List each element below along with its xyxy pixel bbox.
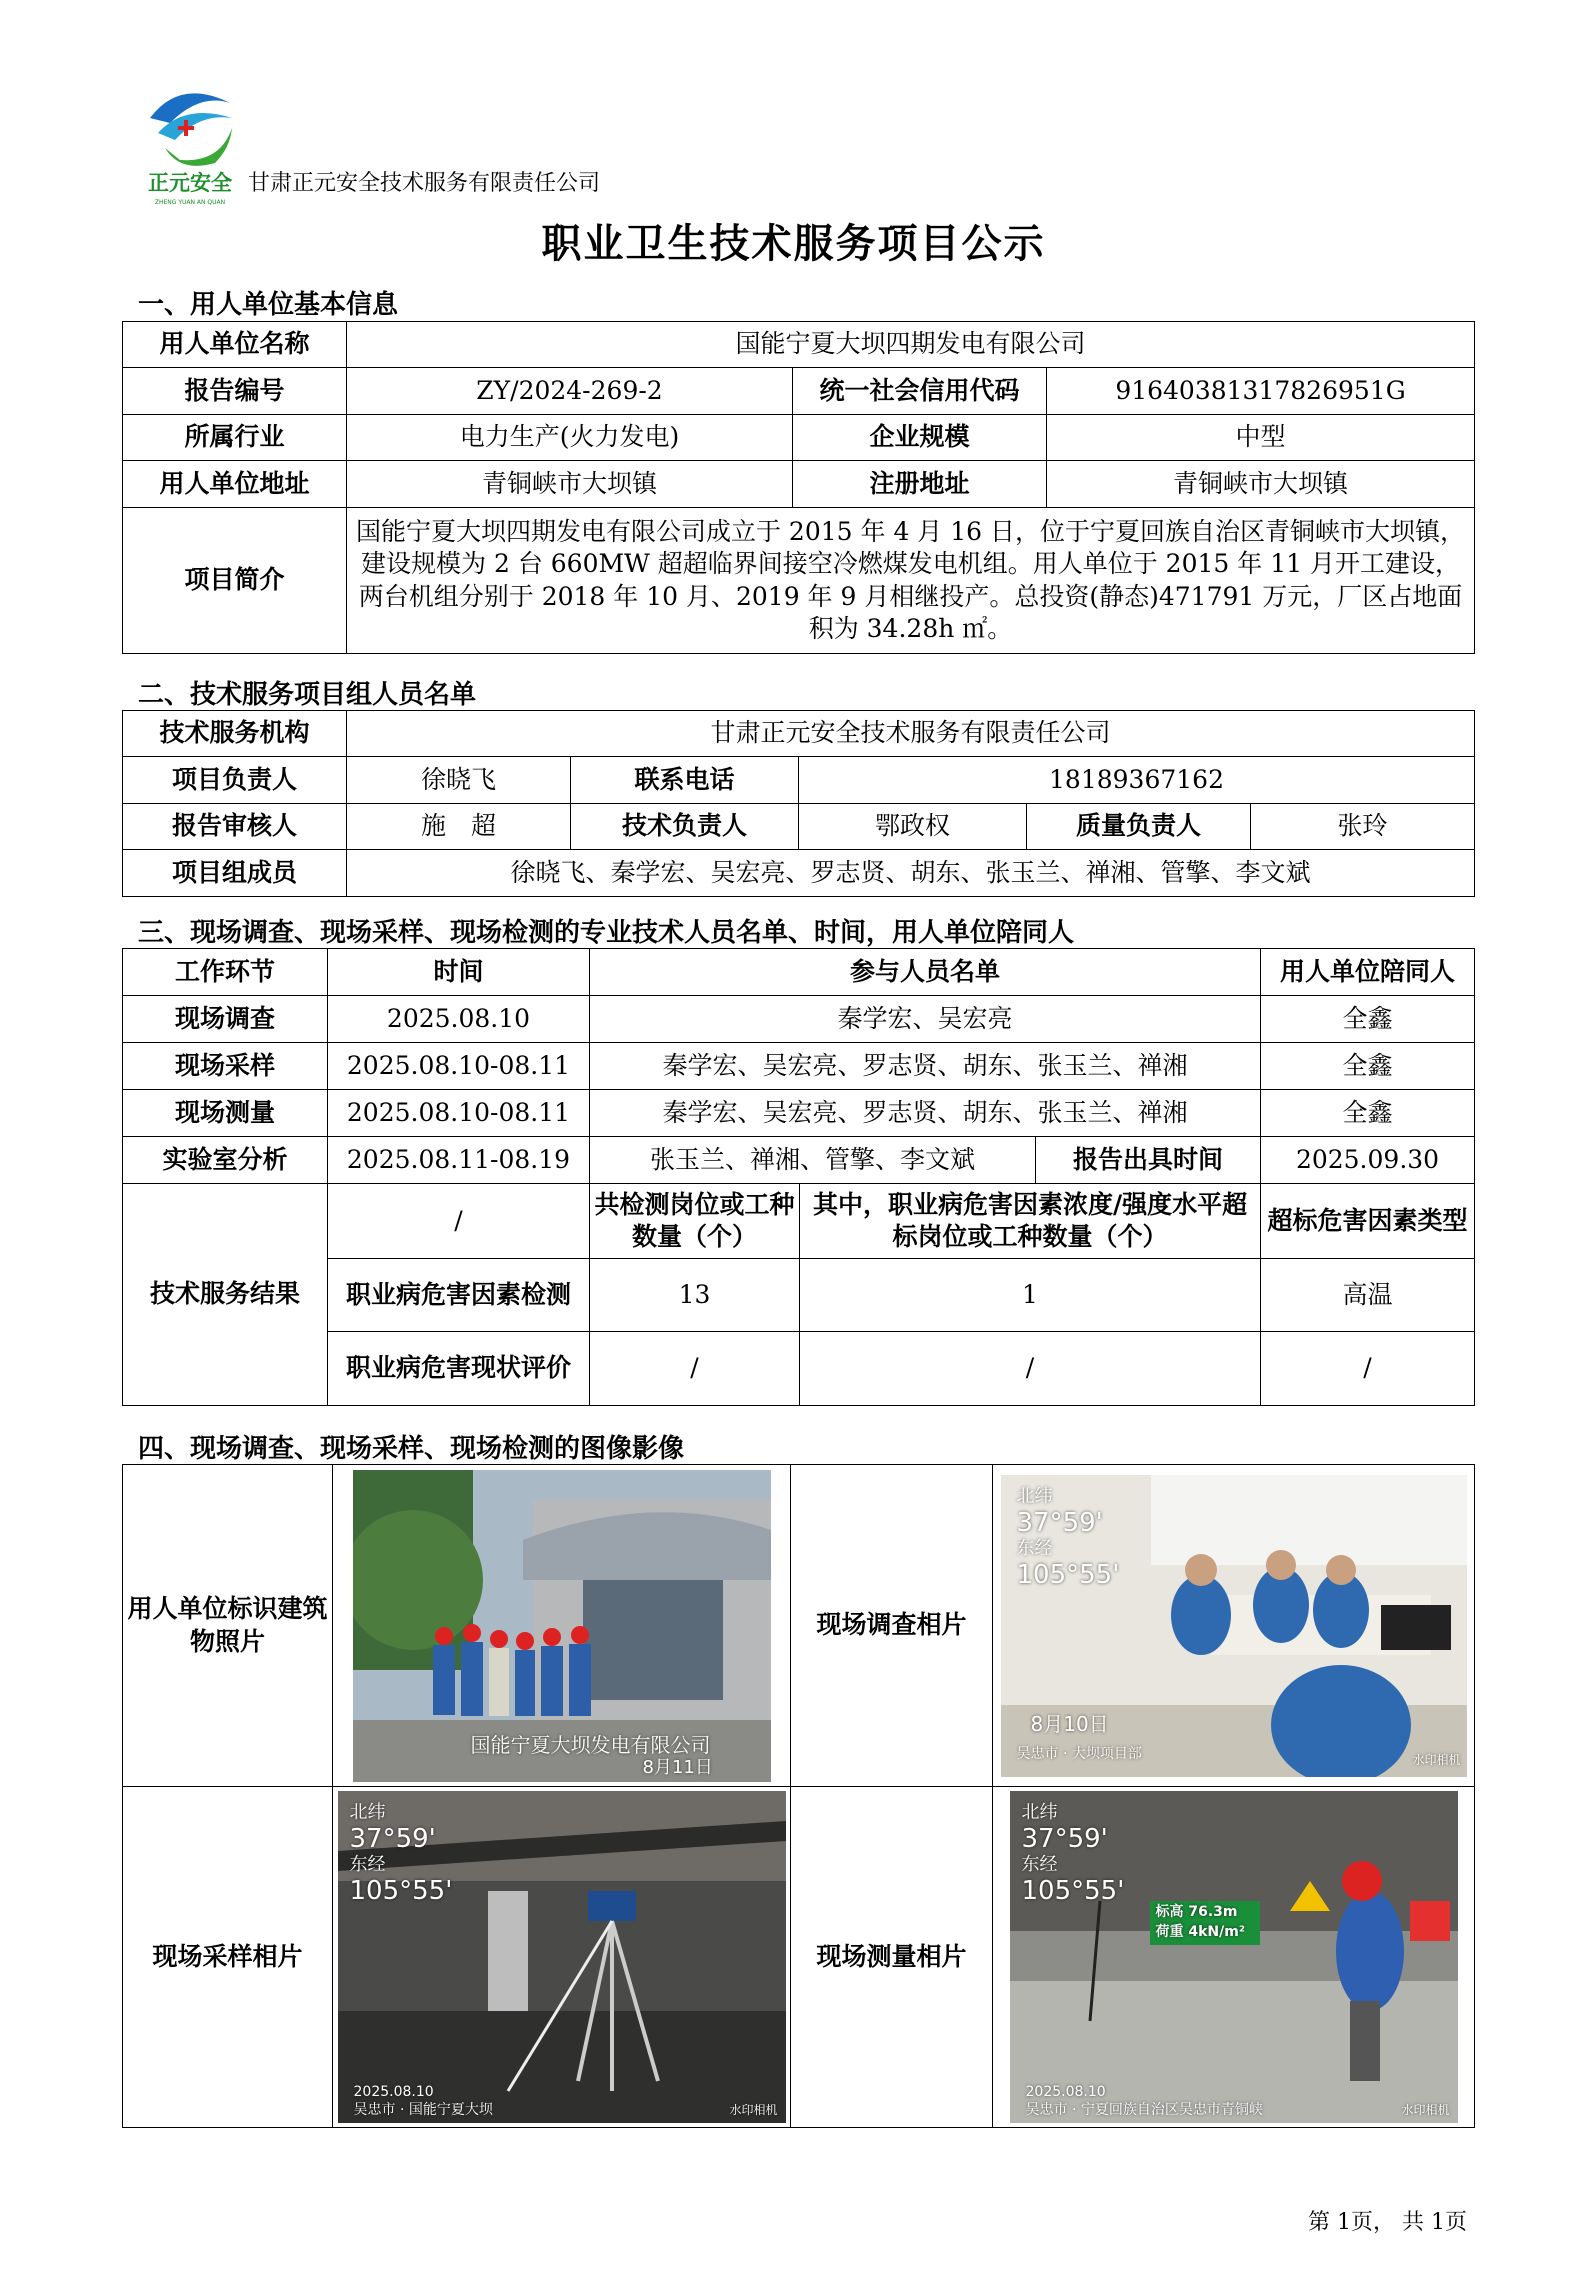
results-row2-label: 职业病危害现状评价 xyxy=(328,1332,590,1406)
photo2-date: 8月10日 xyxy=(1030,1711,1109,1736)
scale-label: 企业规模 xyxy=(793,415,1047,461)
photo3-lon: 105°55' xyxy=(349,1876,453,1906)
survey-photo xyxy=(1001,1475,1467,1777)
photo4-lat-label: 北纬 xyxy=(1021,1802,1058,1823)
reviewer-label: 报告审核人 xyxy=(123,804,347,850)
watermark-app: 水印相机 xyxy=(729,2103,778,2117)
stage-cell: 实验室分析 xyxy=(123,1137,328,1184)
page-number: 第 1页， 共 1页 xyxy=(1308,2210,1467,2235)
photo3-lon-label: 东经 xyxy=(349,1854,386,1875)
photo4-label: 现场测量相片 xyxy=(791,1787,993,2128)
photo2-lon: 105°55' xyxy=(1016,1559,1120,1590)
field-table xyxy=(122,948,1475,1406)
photo4-location: 吴忠市 · 宁夏回族自治区吴忠市青铜峡 xyxy=(1025,2102,1263,2118)
page-title: 职业卫生技术服务项目公示 xyxy=(541,220,1046,267)
phone-value: 18189367162 xyxy=(799,757,1475,804)
results-col-exceed: 其中，职业病危害因素浓度/强度水平超标岗位或工种数量（个） xyxy=(800,1184,1261,1259)
photo3-date: 2025.08.10 xyxy=(353,2084,434,2100)
col-header-companion: 用人单位陪同人 xyxy=(1261,949,1475,996)
people-cell: 秦学宏、吴宏亮 xyxy=(590,996,1261,1043)
photo3-lat: 37°59' xyxy=(349,1824,436,1854)
credit-code-value: 91640381317826951G xyxy=(1047,368,1475,415)
results-slash: / xyxy=(328,1184,590,1259)
companion-cell: 全鑫 xyxy=(1261,996,1475,1043)
credit-code-label: 统一社会信用代码 xyxy=(793,368,1047,415)
photo4-sign-elevation: 标高 76.3m xyxy=(1155,1904,1238,1920)
team-table xyxy=(122,710,1475,897)
reg-address-label: 注册地址 xyxy=(793,461,1047,508)
reg-address-value: 青铜峡市大坝镇 xyxy=(1047,461,1475,508)
industry-label: 所属行业 xyxy=(123,415,347,461)
results-row2-type: / xyxy=(1261,1332,1475,1406)
company-logo-icon xyxy=(140,78,240,208)
address-label: 用人单位地址 xyxy=(123,461,347,508)
time-cell: 2025.08.11-08.19 xyxy=(328,1137,590,1184)
results-row1-label: 职业病危害因素检测 xyxy=(328,1259,590,1332)
results-row1-total: 13 xyxy=(590,1259,800,1332)
company-name: 甘肃正元安全技术服务有限责任公司 xyxy=(248,171,601,196)
scale-value: 中型 xyxy=(1047,415,1475,461)
quality-value: 张玲 xyxy=(1251,804,1475,850)
intro-value: 国能宁夏大坝四期发电有限公司成立于 2015 年 4 月 16 日，位于宁夏回族自治区青铜峡市大坝镇，建设规模为 2 台 660MW 超超临界间接空冷燃煤发电机组。用人单位于 2015 年 11 月开工建设，两台机组分别于 2018 年 10 月、2019 年 9 月相继投产。总投资(静态)471791 万元，厂区占地面积为 34.28h ㎡。 xyxy=(347,508,1475,654)
companion-cell: 全鑫 xyxy=(1261,1090,1475,1137)
quality-label: 质量负责人 xyxy=(1027,804,1251,850)
stage-cell: 现场采样 xyxy=(123,1043,328,1090)
photo4-lat: 37°59' xyxy=(1021,1824,1108,1854)
results-row1-type: 高温 xyxy=(1261,1259,1475,1332)
results-row1-exceed: 1 xyxy=(800,1259,1261,1332)
reviewer-value: 施 超 xyxy=(347,804,571,850)
svg-text:ZHENG YUAN AN QUAN: ZHENG YUAN AN QUAN xyxy=(154,199,226,206)
table-row xyxy=(123,1090,1475,1137)
stage-cell: 现场调查 xyxy=(123,996,328,1043)
building-sign-text: 国能宁夏大坝发电有限公司 xyxy=(470,1732,711,1757)
photo2-location: 吴忠市 · 大坝项目部 xyxy=(1016,1745,1142,1762)
measurement-photo xyxy=(1010,1791,1458,2123)
photo2-lat-label: 北纬 xyxy=(1016,1485,1053,1507)
report-time-label: 报告出具时间 xyxy=(1036,1137,1261,1184)
section-title-photos: 四、现场调查、现场采样、现场检测的图像影像 xyxy=(138,1434,685,1464)
time-cell: 2025.08.10-08.11 xyxy=(328,1043,590,1090)
table-row xyxy=(123,996,1475,1043)
watermark-app: 水印相机 xyxy=(1401,2103,1450,2117)
time-cell: 2025.08.10-08.11 xyxy=(328,1090,590,1137)
sampling-photo xyxy=(338,1791,786,2123)
results-row2-exceed: / xyxy=(800,1332,1261,1406)
address-value: 青铜峡市大坝镇 xyxy=(347,461,793,508)
stage-cell: 现场测量 xyxy=(123,1090,328,1137)
results-row2-total: / xyxy=(590,1332,800,1406)
tech-label: 技术负责人 xyxy=(571,804,799,850)
section-title-basic-info: 一、用人单位基本信息 xyxy=(138,290,399,320)
tech-value: 鄂政权 xyxy=(799,804,1027,850)
letterhead xyxy=(140,78,740,208)
unit-name-value: 国能宁夏大坝四期发电有限公司 xyxy=(347,322,1475,368)
photo3-location: 吴忠市 · 国能宁夏大坝 xyxy=(353,2102,493,2118)
results-col-total: 共检测岗位或工种数量（个） xyxy=(590,1184,800,1259)
people-cell: 秦学宏、吴宏亮、罗志贤、胡东、张玉兰、禅湘 xyxy=(590,1090,1261,1137)
phone-label: 联系电话 xyxy=(571,757,799,804)
people-cell: 张玉兰、禅湘、管擎、李文斌 xyxy=(590,1137,1036,1184)
photo2-label: 现场调查相片 xyxy=(791,1465,993,1787)
svg-text:正元安全: 正元安全 xyxy=(148,171,232,195)
companion-cell: 全鑫 xyxy=(1261,1043,1475,1090)
basic-info-table xyxy=(122,321,1475,654)
leader-value: 徐晓飞 xyxy=(347,757,571,804)
org-label: 技术服务机构 xyxy=(123,711,347,757)
photo3-label: 现场采样相片 xyxy=(123,1787,333,2128)
table-row xyxy=(123,1137,1475,1184)
photo4-date: 2025.08.10 xyxy=(1025,2084,1106,2100)
org-value: 甘肃正元安全技术服务有限责任公司 xyxy=(347,711,1475,757)
members-value: 徐晓飞、秦学宏、吴宏亮、罗志贤、胡东、张玉兰、禅湘、管擎、李文斌 xyxy=(347,850,1475,897)
photo4-lon: 105°55' xyxy=(1021,1876,1125,1906)
results-col-type: 超标危害因素类型 xyxy=(1261,1184,1475,1259)
photo4-lon-label: 东经 xyxy=(1021,1854,1058,1875)
photo2-lon-label: 东经 xyxy=(1016,1537,1053,1559)
section-title-field: 三、现场调查、现场采样、现场检测的专业技术人员名单、时间，用人单位陪同人 xyxy=(138,918,1075,948)
industry-value: 电力生产(火力发电) xyxy=(347,415,793,461)
section-title-team: 二、技术服务项目组人员名单 xyxy=(138,680,477,710)
photo4-sign-load: 荷重 4kN/m² xyxy=(1155,1924,1245,1940)
col-header-stage: 工作环节 xyxy=(123,949,328,996)
photo1-date: 8月11日 xyxy=(642,1756,713,1778)
time-cell: 2025.08.10 xyxy=(328,996,590,1043)
building-photo xyxy=(353,1470,771,1782)
report-no-label: 报告编号 xyxy=(123,368,347,415)
results-label: 技术服务结果 xyxy=(123,1184,328,1406)
leader-label: 项目负责人 xyxy=(123,757,347,804)
members-label: 项目组成员 xyxy=(123,850,347,897)
watermark-app: 水印相机 xyxy=(1412,1752,1461,1767)
photo3-lat-label: 北纬 xyxy=(349,1802,386,1823)
photos-table xyxy=(122,1464,1475,2128)
intro-label: 项目简介 xyxy=(123,508,347,654)
col-header-people: 参与人员名单 xyxy=(590,949,1261,996)
report-time-value: 2025.09.30 xyxy=(1261,1137,1475,1184)
unit-name-label: 用人单位名称 xyxy=(123,322,347,368)
table-row xyxy=(123,1043,1475,1090)
people-cell: 秦学宏、吴宏亮、罗志贤、胡东、张玉兰、禅湘 xyxy=(590,1043,1261,1090)
report-no-value: ZY/2024-269-2 xyxy=(347,368,793,415)
photo2-lat: 37°59' xyxy=(1016,1507,1103,1538)
col-header-time: 时间 xyxy=(328,949,590,996)
photo1-label: 用人单位标识建筑物照片 xyxy=(123,1465,333,1787)
